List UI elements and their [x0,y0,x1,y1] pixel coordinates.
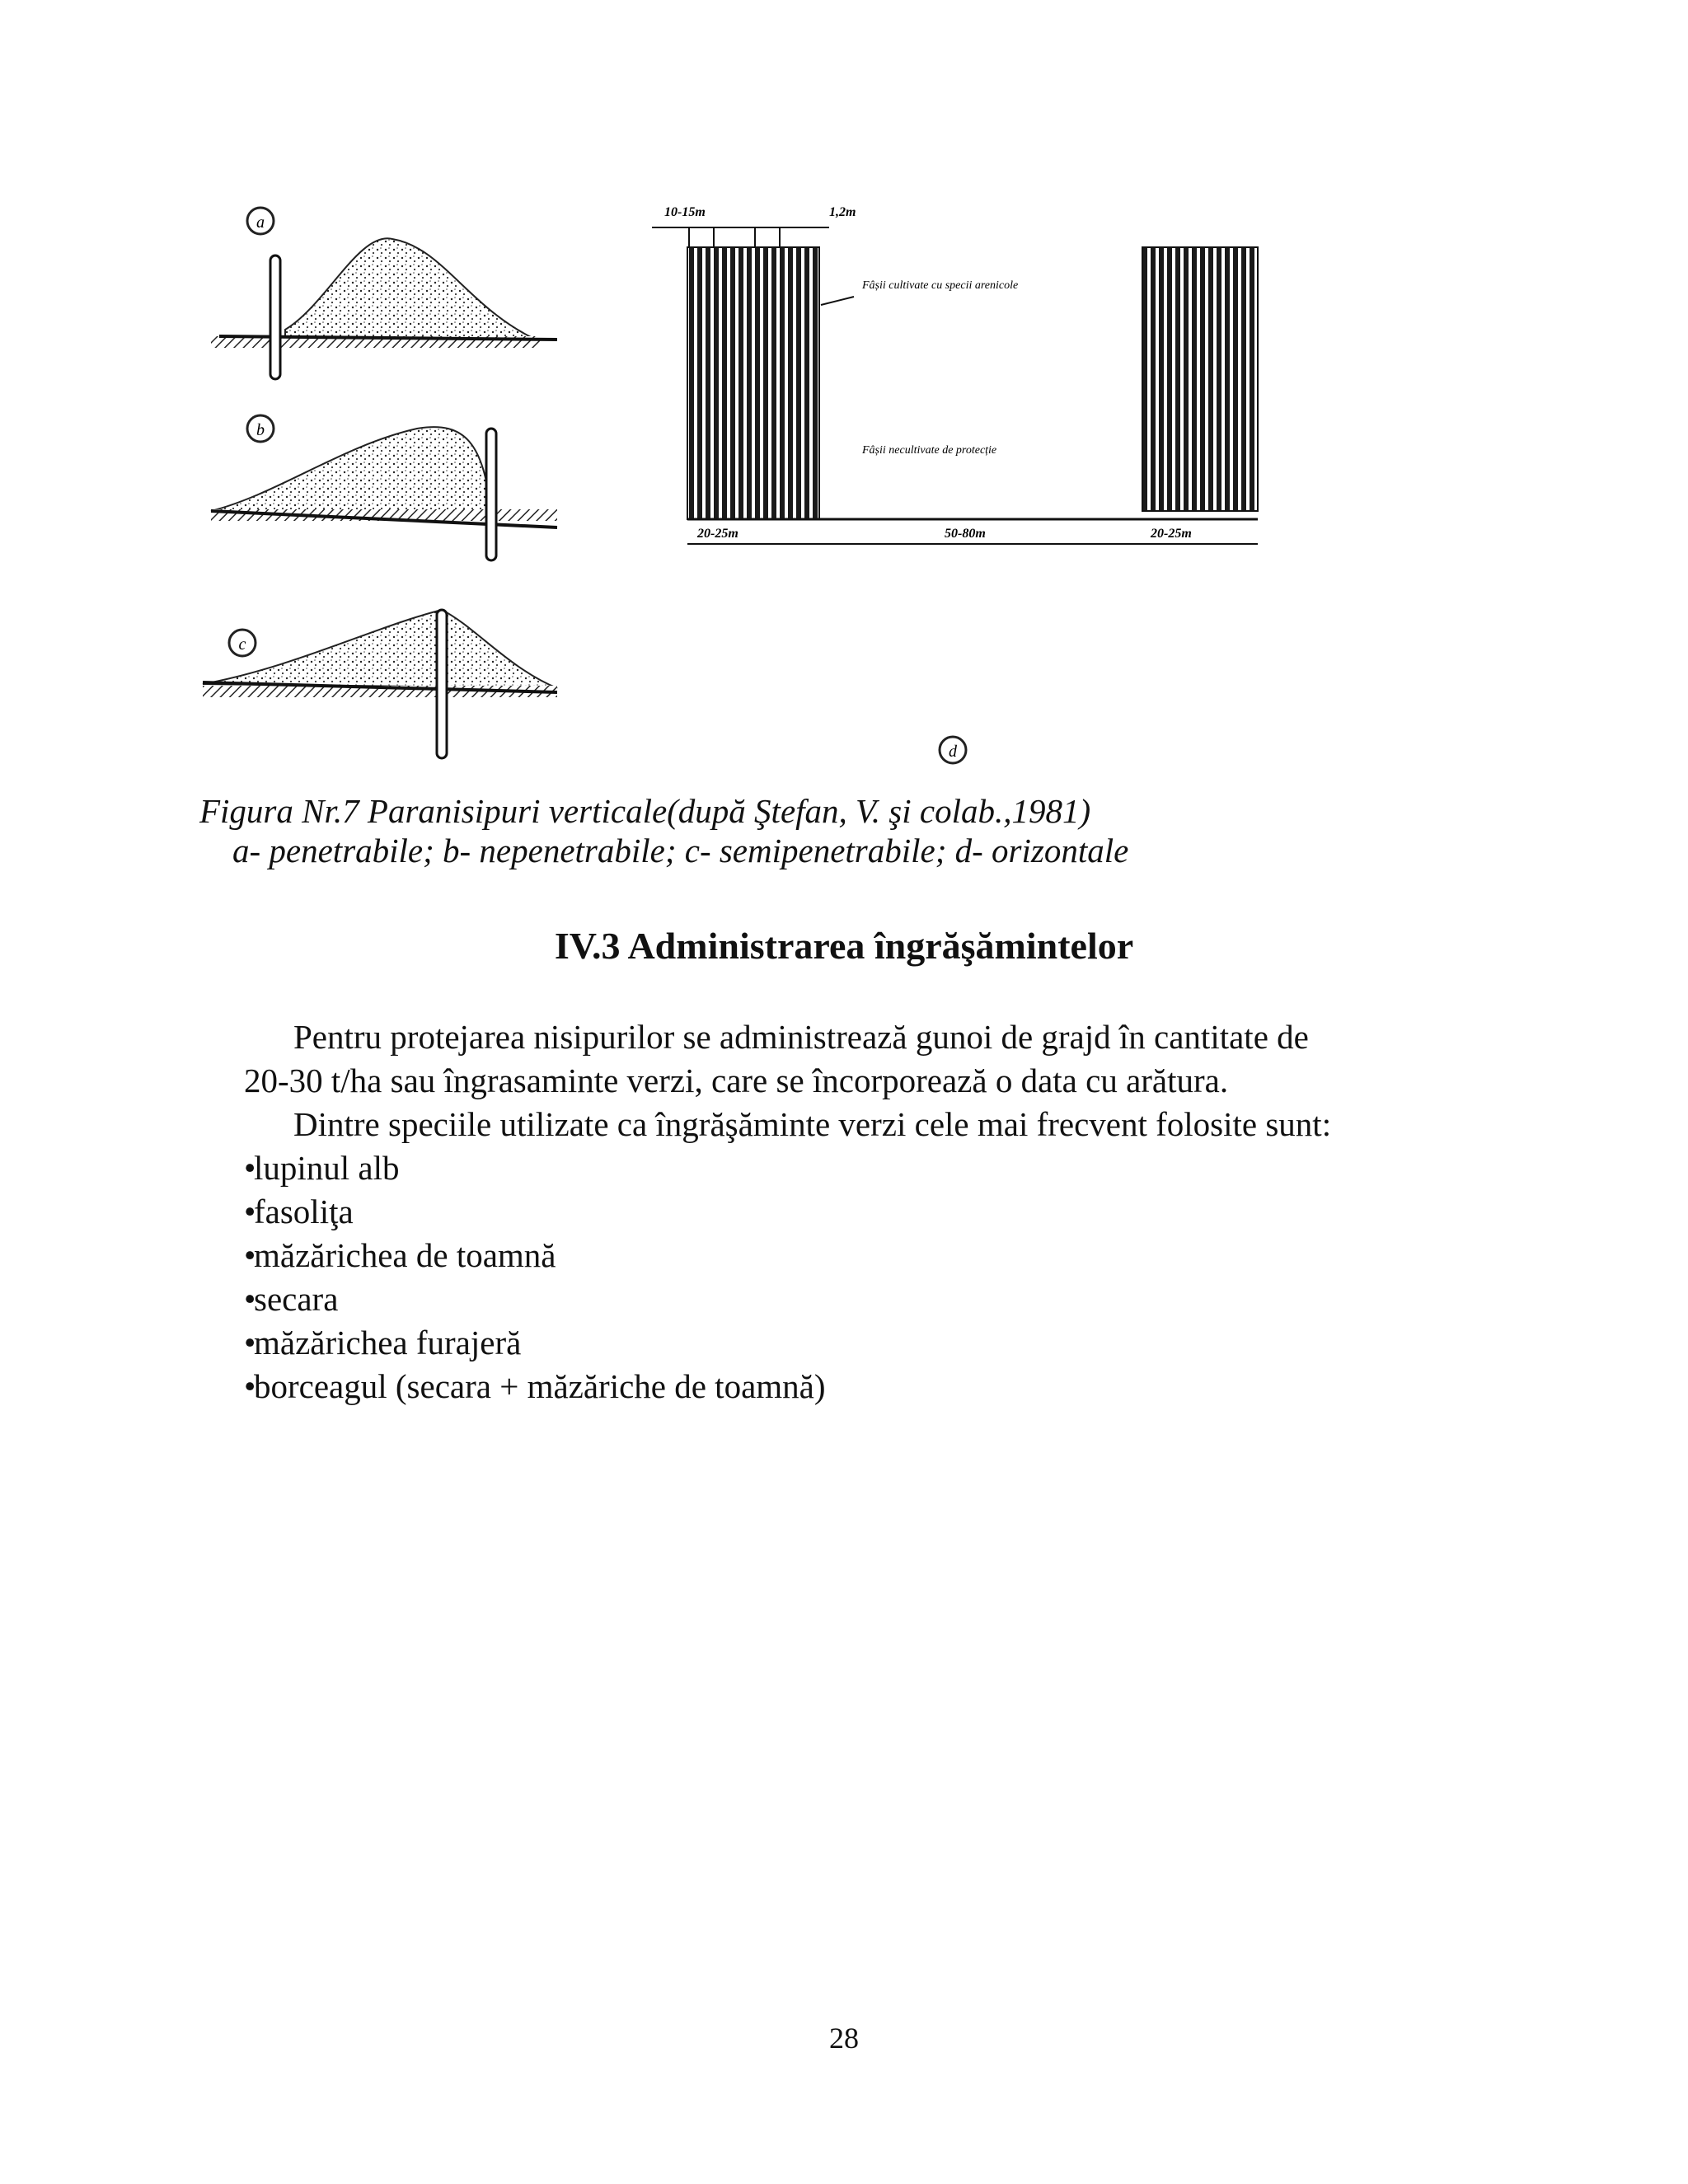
section-heading: IV.3 Administrarea îngrăşămintelor [554,925,1134,967]
bullet: • [244,1367,256,1405]
bullet: • [244,1236,256,1274]
list-item-text: măzărichea de toamnă [254,1236,556,1274]
caption-line-2: a- penetrabile; b- nepenetrabile; c- semipenetrabile; d- orizontale [232,832,1129,869]
list-item [244,1190,1331,1234]
label-d: d [949,743,957,761]
list-item-text: lupinul alb [254,1149,400,1187]
sand-barrier-figure [195,181,1315,791]
list-item-text: secara [254,1280,339,1318]
paragraph-2: Dintre speciile utilizate ca îngrăşăminte verzi cele mai frecvent folosite sunt: [293,1105,1332,1143]
panel-a [211,208,557,379]
panel-c [203,610,557,758]
body-text [244,1015,1331,1408]
list-item [244,1234,1331,1277]
note-text: Fâșii necultivate de protecție [862,444,997,457]
figure-drawing [195,181,1315,791]
label-c: c [238,635,246,654]
figure-caption [199,791,1128,870]
dim-label: 50-80m [945,527,986,541]
list-item-text: măzărichea furajeră [254,1324,522,1361]
bullet: • [244,1149,256,1187]
list-item-text: fasoliţa [254,1193,354,1230]
paragraph-1-line-2: 20-30 t/ha sau îngrasaminte verzi, care se încorporează o data cu arătura. [244,1062,1229,1099]
panel-d [652,205,1258,763]
note-text: Fâșii cultivate cu specii arenicole [862,279,1019,292]
dim-label: 20-25m [1151,527,1192,541]
list-item [244,1365,1331,1408]
label-b: b [256,421,265,439]
list-item-text: borceagul (secara + măzăriche de toamnă) [254,1367,826,1405]
list-item [244,1321,1331,1365]
page-number: 28 [829,2022,859,2055]
label-a: a [256,213,265,232]
bullet: • [244,1280,256,1318]
panel-b [211,415,557,560]
list-item [244,1277,1331,1321]
species-list [244,1146,1331,1408]
bullet: • [244,1324,256,1361]
dim-label: 10-15m [664,205,706,219]
dim-label: 1,2m [829,205,856,219]
paragraph-1-line-1: Pentru protejarea nisipurilor se administrează gunoi de grajd în cantitate de [293,1018,1309,1056]
dim-label: 20-25m [697,527,738,541]
caption-line-1: Figura Nr.7 Paranisipuri verticale(după Ştefan, V. şi colab.,1981) [199,792,1091,830]
bullet: • [244,1193,256,1230]
list-item [244,1146,1331,1190]
